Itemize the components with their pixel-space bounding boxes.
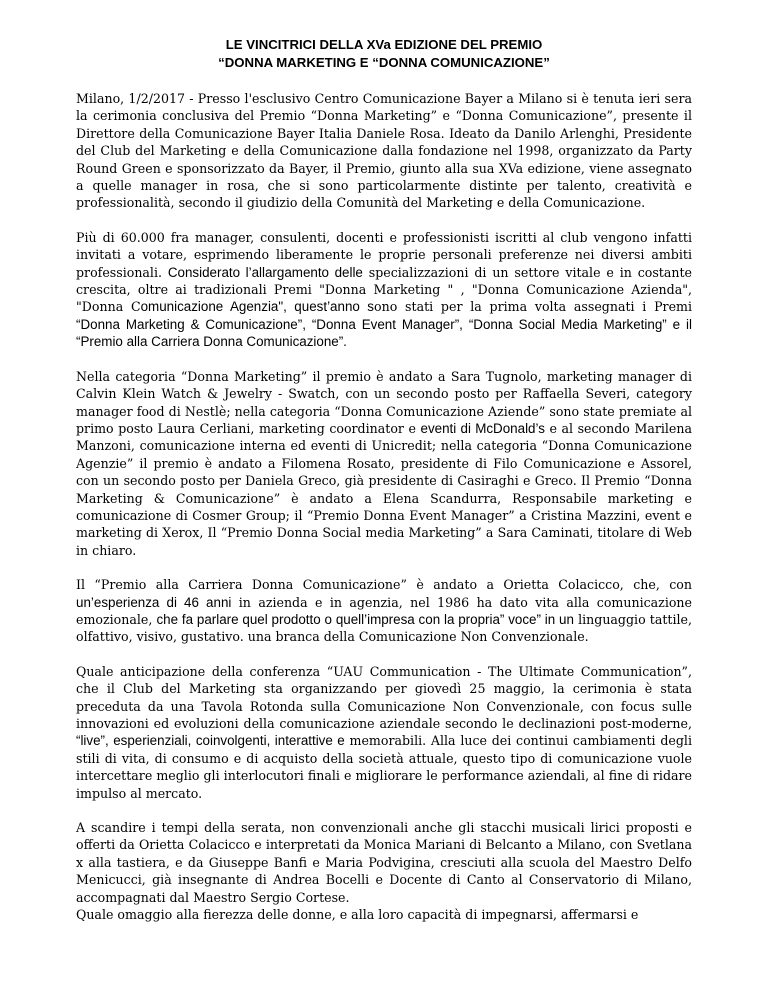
voting-text-e: ono stati per la prima volta assegnati i Premi xyxy=(374,299,693,315)
music-text: A scandire i tempi della serata, non convenzionali anche gli stacchi musicali lirici proposti e offerti da Orietta Colacicco e interpretati da Monica Mariani di Belcanto a Milano, con Svetlana x alla tastiera, e da Giuseppe Banfi e Maria Podvigina, cresciuti alla scuola del Maestro Delfo Menicucci, già insegnante di Andrea Bocelli e Docente di Canto al Conservatorio di Milano, accompagnati dal Maestro Sergio Cortese. xyxy=(76,820,692,905)
document-title xyxy=(76,36,692,72)
document-page xyxy=(76,36,692,923)
voting-text-a: Più di 60.000 fra manager, consulenti, docenti e professionisti iscritti al club vengono infatti invitati a votare, esprimendo liberamente le proprie personali preferenze nei diversi ambiti professionali. xyxy=(76,229,692,280)
career-text-b: un’esperienza di 46 anni xyxy=(76,594,232,610)
winners-text-a: Nella categoria “Donna Marketing” il premio è andato a Sara Tugnolo, marketing manager di Calvin Klein Watch & Jewelry - Swatch, con un secondo posto per Raffaella Severi, category manager food di Nestlè; nella categoria “Donna Comunicazione Aziende” sono state premiate al primo posto Laura Cerliani, marketing coordinator e xyxy=(76,368,692,436)
paragraph-tribute xyxy=(76,906,692,923)
paragraph-intro xyxy=(76,90,692,212)
career-text-d: che fa parlare quel prodotto o quell’impresa con la propria” voce” in un xyxy=(156,611,574,627)
paragraph-winners xyxy=(76,368,692,559)
title-line-2: “DONNA MARKETING E “DONNA COMUNICAZIONE” xyxy=(218,55,550,70)
paragraph-voting xyxy=(76,229,692,351)
voting-text-c: specializzazioni di un settore vitale e in costante crescita, oltre ai tradizionali Premi "Donna Marketing " , "Donna Comunicazione Azienda", "Donna C xyxy=(76,264,692,315)
conference-text-a: Quale anticipazione della conferenza “UAU Communication - The Ultimate Communication”, che il Club del Marketing sta organizzando per giovedì 25 maggio, la cerimonia è stata preceduta da una Tavola Rotonda sulla Comunicazione Non Convenzionale, con focus sulle innovazioni ed evoluzioni della comunicazione aziendale secondo le declinazioni post-moderne, xyxy=(76,663,692,731)
winners-text-b: eventi di McDonald’s xyxy=(420,420,545,436)
title-line-1: LE VINCITRICI DELLA XVa EDIZIONE DEL PREMIO xyxy=(225,37,543,52)
tribute-text: Quale omaggio alla fierezza delle donne, e alla loro capacità di impegnarsi, affermarsi e xyxy=(76,907,639,923)
voting-text-b: Considerato l’allargamento delle xyxy=(167,264,363,280)
conference-text-b: “live”, esperienziali, coinvolgenti, interattive e xyxy=(76,733,345,749)
paragraph-music xyxy=(76,819,692,906)
paragraph-career-award xyxy=(76,576,692,646)
career-text-a: Il “Premio alla Carriera Donna Comunicazione” è andato a Orietta Colacicco, che, con xyxy=(76,577,692,593)
voting-text-f: “Donna Marketing & Comunicazione”, “Donna Event Manager”, “Donna Social Media Marketing” e il “Premio alla Carriera Donna Comunicazione”. xyxy=(76,316,692,350)
career-text-c: in azienda e in agenzia, nel 1986 ha dato vita alla comunicazione emozionale, xyxy=(76,594,692,627)
conference-text-c: memorabili. Alla luce dei continui cambiamenti degli stili di vita, di consumo e di acquisto della società attuale, questo tipo di comunicazione vuole intercettare meglio gli interlocutori finali e migliorare le performance aziendali, al fine di ridare impulso al mercato. xyxy=(76,733,692,801)
paragraph-intro-text: Milano, 1/2/2017 - Presso l'esclusivo Centro Comunicazione Bayer a Milano si è tenuta ieri sera la cerimonia conclusiva del Premio “Donna Marketing” e “Donna Comunicazione”, presente il Direttore della Comunicazione Bayer Italia Daniele Rosa. Ideato da Danilo Arlenghi, Presidente del Club del Marketing e della Comunicazione dalla fondazione nel 1998, organizzato da Party Round Green e sponsorizzato da Bayer, il Premio, giunto alla sua XVa edizione, viene assegnato a quelle manager in rosa, che si sono particolarmente distinte per talento, creatività e professionalità, secondo il giudizio della Comunità del Marketing e della Comunicazione. xyxy=(76,91,692,211)
career-text-e: linguaggio tattile, olfattivo, visivo, gustativo. una branca della Comunicazione Non Convenzionale. xyxy=(76,611,692,645)
paragraph-conference xyxy=(76,663,692,802)
voting-text-d: omunicazione Agenzia", quest’anno s xyxy=(140,299,375,315)
winners-text-c: e al secondo Marilena Manzoni, comunicazione interna ed eventi di Unicredit; nella categoria “Donna Comunicazione Agenzie” il premio è andato a Filomena Rosato, presidente di Filo Comunicazione e Assorel, con un secondo posto per Daniela Greco, già presidente di Casiraghi e Greco. Il Premio “Donna Marketing & Comunicazione” è andato a Elena Scandurra, Responsabile marketing e comunicazione di Cosmer Group; il “Premio Donna Event Manager” a Cristina Mazzini, event e marketing di Xerox, Il “Premio Donna Social media Marketing” a Sara Caminati, titolare di Web in chiaro. xyxy=(76,420,693,558)
